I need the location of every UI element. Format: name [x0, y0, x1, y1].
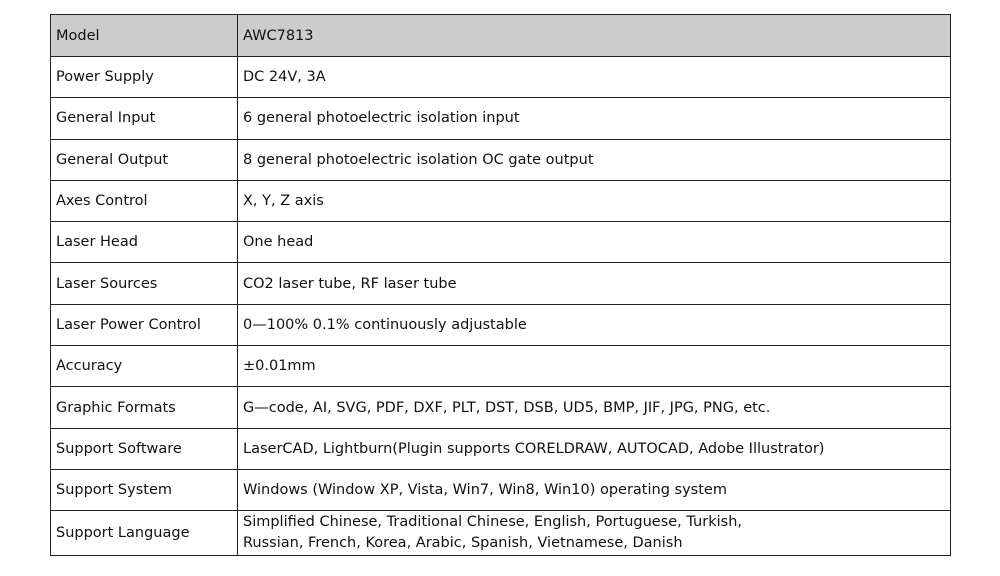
row-label: Laser Head: [51, 222, 238, 263]
table-row: [51, 222, 951, 263]
table-row: [51, 387, 951, 428]
table-row: [51, 469, 951, 510]
row-value: ±0.01mm: [238, 346, 951, 387]
row-value: [238, 511, 951, 556]
row-label: Power Supply: [51, 57, 238, 98]
table-row: [51, 304, 951, 345]
row-value: X, Y, Z axis: [238, 180, 951, 221]
row-label: Support Language: [51, 511, 238, 556]
row-value: G—code, AI, SVG, PDF, DXF, PLT, DST, DSB, UD5, BMP, JIF, JPG, PNG, etc.: [238, 387, 951, 428]
table-row: [51, 98, 951, 139]
table-row: [51, 346, 951, 387]
table-header-row: [51, 15, 951, 57]
table-row: [51, 180, 951, 221]
row-label: General Output: [51, 139, 238, 180]
row-value: 6 general photoelectric isolation input: [238, 98, 951, 139]
row-label: Accuracy: [51, 346, 238, 387]
row-value: One head: [238, 222, 951, 263]
table-row: [51, 511, 951, 556]
row-value: 8 general photoelectric isolation OC gate output: [238, 139, 951, 180]
row-label: Laser Power Control: [51, 304, 238, 345]
row-label: General Input: [51, 98, 238, 139]
table-row: [51, 263, 951, 304]
row-value: LaserCAD, Lightburn(Plugin supports CORELDRAW, AUTOCAD, Adobe Illustrator): [238, 428, 951, 469]
header-label: Model: [51, 15, 238, 57]
table-row: [51, 57, 951, 98]
row-value-line: Simplified Chinese, Traditional Chinese, English, Portuguese, Turkish,: [243, 514, 742, 531]
table-row: [51, 139, 951, 180]
row-value: DC 24V, 3A: [238, 57, 951, 98]
row-label: Graphic Formats: [51, 387, 238, 428]
row-value: CO2 laser tube, RF laser tube: [238, 263, 951, 304]
row-label: Support Software: [51, 428, 238, 469]
table-row: [51, 428, 951, 469]
row-value: Windows (Window XP, Vista, Win7, Win8, Win10) operating system: [238, 469, 951, 510]
row-value-line: Russian, French, Korea, Arabic, Spanish, Vietnamese, Danish: [243, 535, 683, 552]
spec-table: [50, 14, 951, 556]
row-label: Laser Sources: [51, 263, 238, 304]
row-label: Support System: [51, 469, 238, 510]
row-value: 0—100% 0.1% continuously adjustable: [238, 304, 951, 345]
header-value: AWC7813: [238, 15, 951, 57]
row-label: Axes Control: [51, 180, 238, 221]
